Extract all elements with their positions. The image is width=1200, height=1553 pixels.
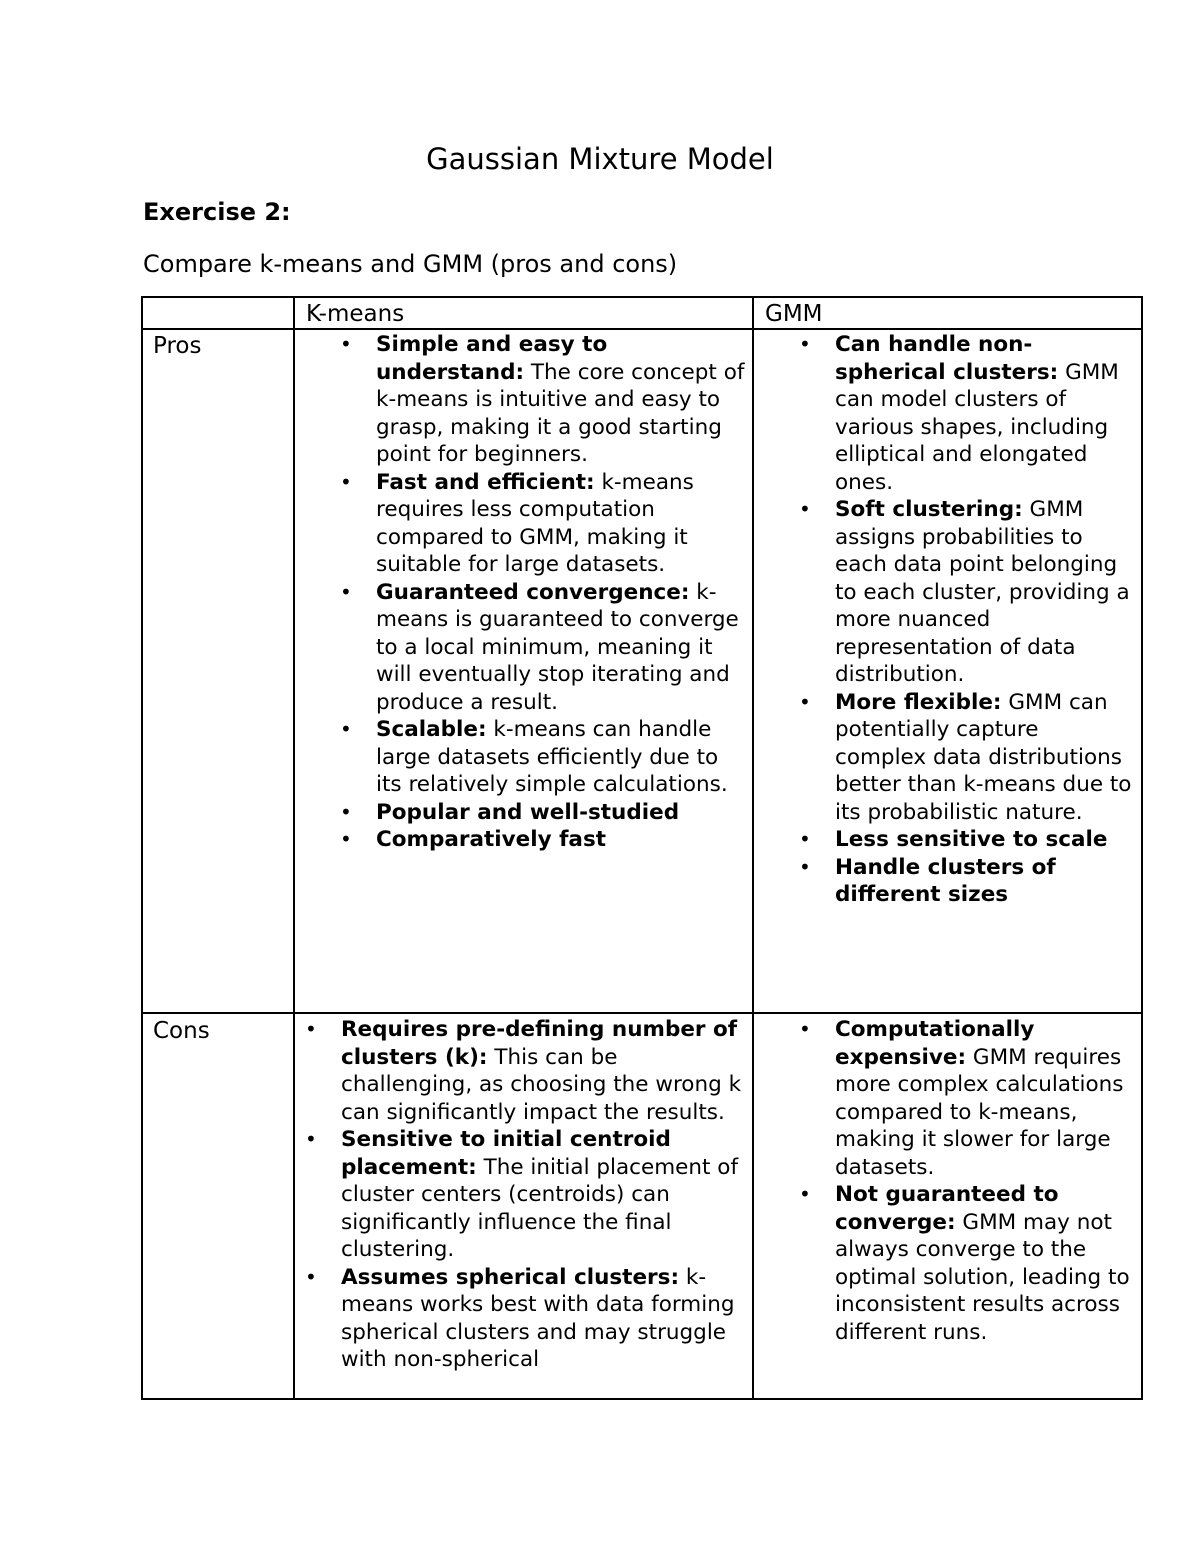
item-description: GMM may not always converge to the optimal solution, leading to inconsistent results across different runs. [835, 1209, 1130, 1345]
list-item [799, 854, 1135, 909]
item-term: Assumes spherical clusters: [341, 1264, 680, 1290]
row-divider [141, 1012, 1143, 1014]
item-term: Soft clustering: [835, 497, 1023, 522]
item-term: Not guaranteed to converge: [835, 1182, 1059, 1235]
list-item [340, 716, 748, 799]
cell-pros-kmeans [340, 331, 748, 854]
page-title: Gaussian Mixture Model [426, 142, 774, 176]
bullet-icon: • [340, 717, 352, 741]
header-kmeans: K-means [306, 301, 405, 327]
item-description: This can be challenging, as choosing the wrong k can significantly impact the results. [341, 1044, 742, 1125]
list-item [305, 1016, 746, 1126]
list-item [799, 689, 1135, 827]
exercise-heading: Exercise 2: [143, 198, 291, 226]
item-description: k-means requires less computation compared to GMM, making it suitable for large datasets. [376, 469, 694, 577]
item-term: Simple and easy to understand: [376, 332, 608, 385]
bullet-icon: • [799, 689, 811, 714]
list-item [340, 579, 748, 717]
cell-cons-gmm [799, 1016, 1135, 1346]
table-bottom-border [141, 1398, 1143, 1400]
bullet-list [305, 1016, 746, 1374]
item-description: GMM can model clusters of various shapes, including elliptical and elongated ones. [835, 359, 1119, 495]
list-item [340, 826, 748, 854]
item-description: The core concept of k-means is intuitive and easy to grasp, making it a good starting point for beginners. [376, 359, 745, 467]
bullet-icon: • [305, 1127, 317, 1151]
list-item [799, 1181, 1135, 1346]
item-term: Handle clusters of different sizes [835, 854, 1056, 907]
bullet-icon: • [799, 1017, 811, 1041]
item-term: Less sensitive to scale [835, 827, 1108, 852]
column-divider [293, 296, 295, 1400]
cell-cons-kmeans [305, 1016, 746, 1374]
row-label-pros: Pros [153, 333, 202, 359]
list-item [799, 1016, 1135, 1181]
item-term: Scalable: [376, 717, 487, 742]
item-description: k-means works best with data forming spherical clusters and may struggle with non-spherical [341, 1264, 735, 1372]
item-term: More flexible: [835, 689, 1002, 715]
list-item [340, 799, 748, 827]
column-divider [752, 296, 754, 1400]
bullet-icon: • [340, 827, 352, 851]
list-item [305, 1264, 746, 1374]
bullet-icon: • [799, 827, 811, 851]
list-item [799, 496, 1135, 689]
item-term: Computationally expensive: [835, 1017, 1035, 1070]
header-gmm: GMM [765, 301, 823, 327]
bullet-list [799, 331, 1135, 909]
list-item [340, 331, 748, 469]
bullet-icon: • [305, 1264, 317, 1289]
item-description: The initial placement of cluster centers (centroids) can significantly influence the final clustering. [341, 1154, 739, 1262]
header-divider [141, 328, 1143, 330]
bullet-icon: • [340, 469, 352, 494]
item-term: Requires pre-defining number of clusters (k): [341, 1017, 738, 1070]
row-label-cons: Cons [153, 1018, 210, 1044]
item-term: Comparatively fast [376, 827, 607, 852]
item-description: GMM assigns probabilities to each data point belonging to each cluster, providing a more nuanced representation of data distribution. [835, 497, 1130, 687]
item-description: GMM can potentially capture complex data distributions better than k-means due to its probabilistic nature. [835, 689, 1132, 825]
cell-pros-gmm [799, 331, 1135, 909]
item-description: k-means can handle large datasets efficiently due to its relatively simple calculations. [376, 717, 728, 797]
bullet-icon: • [799, 1182, 811, 1206]
item-description: k-means is guaranteed to converge to a local minimum, meaning it will eventually stop iterating and produce a result. [376, 579, 739, 715]
bullet-list [340, 331, 748, 854]
list-item [799, 826, 1135, 854]
item-description: GMM requires more complex calculations compared to k-means, making it slower for large datasets. [835, 1044, 1124, 1180]
list-item [340, 469, 748, 579]
item-term: Fast and efficient: [376, 469, 595, 495]
bullet-icon: • [799, 332, 811, 356]
list-item [305, 1126, 746, 1264]
item-term: Sensitive to initial centroid placement: [341, 1127, 671, 1180]
bullet-icon: • [305, 1017, 317, 1041]
bullet-list [799, 1016, 1135, 1346]
item-term: Guaranteed convergence: [376, 579, 690, 605]
bullet-icon: • [340, 799, 352, 824]
bullet-icon: • [799, 497, 811, 521]
exercise-prompt: Compare k-means and GMM (pros and cons) [143, 250, 678, 278]
item-term: Can handle non-spherical clusters: [835, 332, 1059, 385]
list-item [799, 331, 1135, 496]
item-term: Popular and well-studied [376, 799, 680, 825]
bullet-icon: • [340, 579, 352, 604]
bullet-icon: • [340, 332, 352, 356]
bullet-icon: • [799, 854, 811, 879]
